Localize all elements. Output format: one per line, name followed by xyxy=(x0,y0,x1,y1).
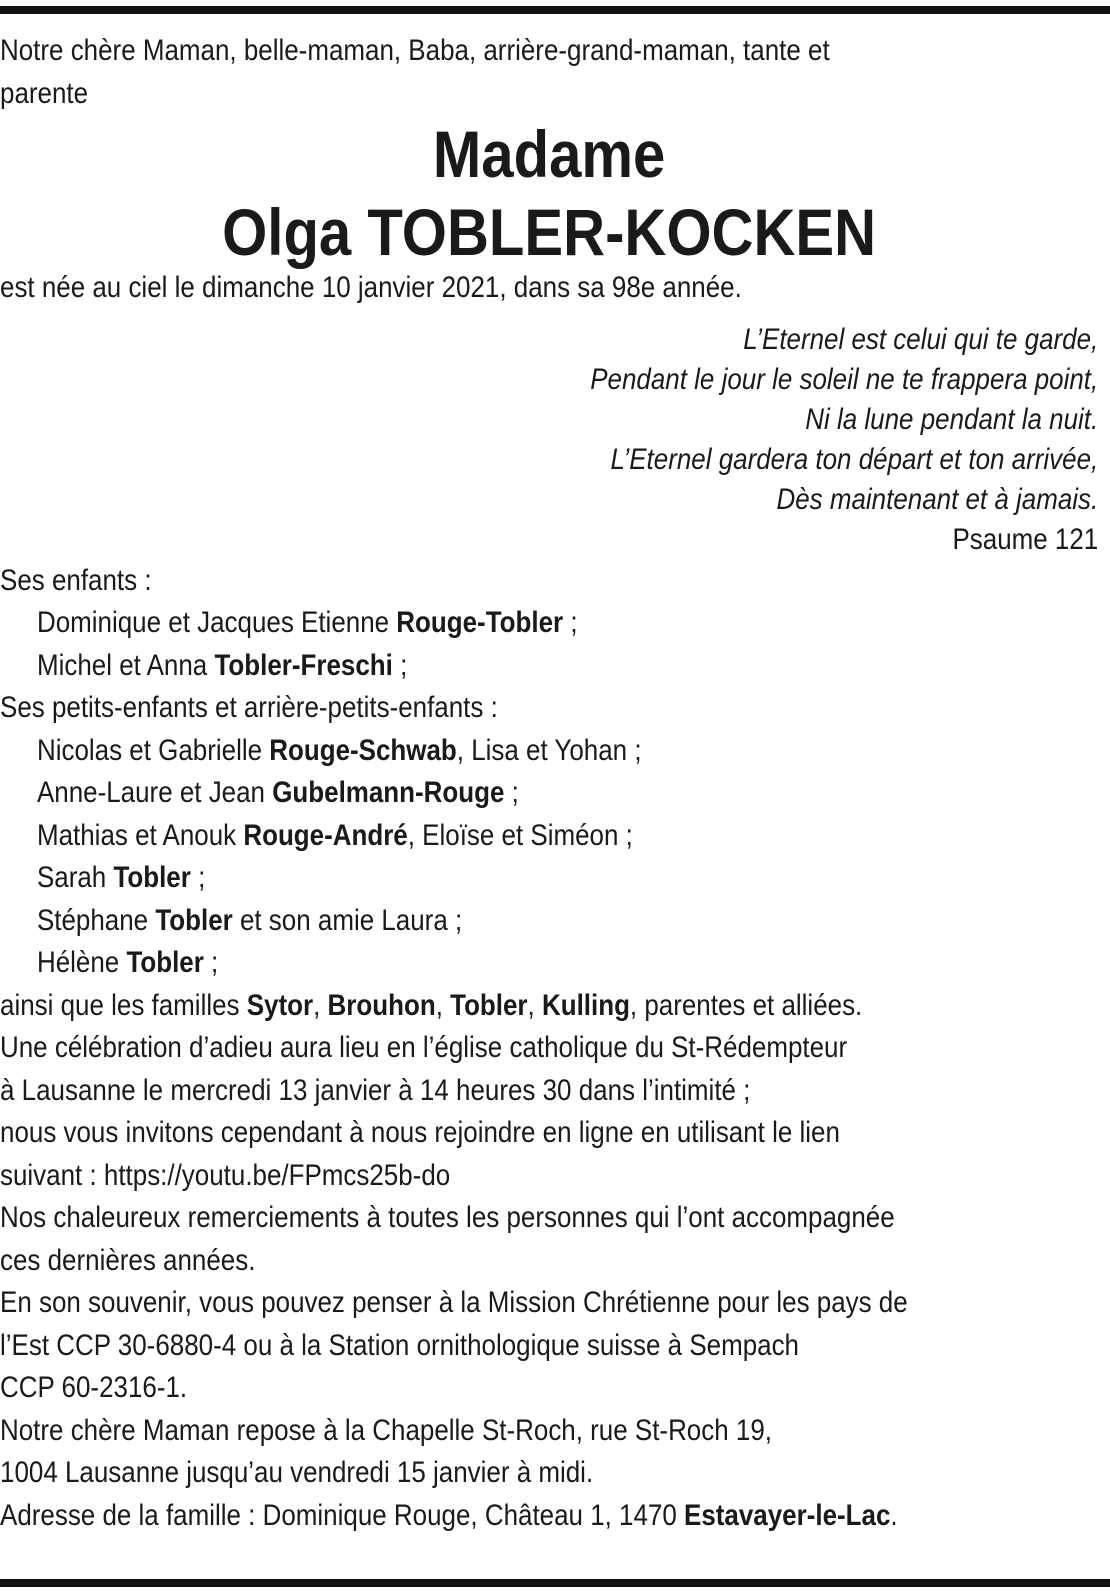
donation-text: En son souvenir, vous pouvez penser à la Mission Chrétienne pour les pays de xyxy=(0,1286,908,1319)
list-item: Anne-Laure et Jean Gubelmann-Rouge ; xyxy=(36,776,519,809)
list-item: Hélène Tobler ; xyxy=(36,946,219,979)
thanks-text: ces dernières années. xyxy=(0,1243,256,1277)
verse-source: Psaume 121 xyxy=(952,522,1099,556)
viewing-text: Notre chère Maman repose à la Chapelle St-Roch, rue St-Roch 19, xyxy=(0,1413,772,1447)
obituary-notice xyxy=(0,30,1098,1537)
list-item: Dominique et Jacques Etienne Rouge-Tobler ; xyxy=(36,606,578,639)
verse-line: Pendant le jour le soleil ne te frappera point, xyxy=(590,362,1099,396)
ceremony-text: Une célébration d’adieu aura lieu en l’église catholique du St-Rédempteur xyxy=(0,1031,848,1064)
deceased-title xyxy=(0,115,1098,271)
list-item: Mathias et Anouk Rouge-André, Eloïse et Siméon ; xyxy=(36,818,633,852)
verse-line: L’Eternel est celui qui te garde, xyxy=(743,322,1099,356)
ceremony-text: nous vous invitons cependant à nous rejoindre en ligne en utilisant le lien xyxy=(0,1116,840,1149)
ceremony-text: suivant : https://youtu.be/FPmcs25b-do xyxy=(0,1158,451,1192)
deceased-name: Olga TOBLER-KOCKEN xyxy=(222,195,877,269)
list-item: Stéphane Tobler et son amie Laura ; xyxy=(36,903,463,937)
children-heading: Ses enfants : xyxy=(0,563,152,597)
ceremony-text: à Lausanne le mercredi 13 janvier à 14 heures 30 dans l’intimité ; xyxy=(0,1073,751,1107)
verse-line: Ni la lune pendant la nuit. xyxy=(805,402,1099,436)
viewing-text: 1004 Lausanne jusqu’au vendredi 15 janvier à midi. xyxy=(0,1456,594,1489)
thanks-text: Nos chaleureux remerciements à toutes les personnes qui l’ont accompagnée xyxy=(0,1201,895,1234)
intro-line-1: Notre chère Maman, belle-maman, Baba, arrière-grand-maman, tante et xyxy=(0,34,830,67)
top-rule xyxy=(0,6,1110,14)
list-item: Sarah Tobler ; xyxy=(36,861,206,894)
families-line: ainsi que les familles Sytor, Brouhon, Tobler, Kulling, parentes et alliées. xyxy=(0,988,863,1022)
grandchildren-heading: Ses petits-enfants et arrière-petits-enfants : xyxy=(0,691,498,724)
intro-line-2: parente xyxy=(0,76,89,110)
title-honorific: Madame xyxy=(432,117,666,191)
donation-text: l’Est CCP 30-6880-4 ou à la Station ornithologique suisse à Sempach xyxy=(0,1328,799,1362)
list-item: Michel et Anna Tobler-Freschi ; xyxy=(36,648,408,682)
bottom-rule xyxy=(0,1579,1110,1587)
family-address: Adresse de la famille : Dominique Rouge, Château 1, 1470 Estavayer-le-Lac. xyxy=(0,1498,898,1532)
list-item: Nicolas et Gabrielle Rouge-Schwab, Lisa et Yohan ; xyxy=(36,733,642,767)
verse-line: L’Eternel gardera ton départ et ton arrivée, xyxy=(610,442,1099,476)
psalm-verse xyxy=(0,320,1098,560)
donation-text: CCP 60-2316-1. xyxy=(0,1371,188,1404)
death-announcement: est née au ciel le dimanche 10 janvier 2021, dans sa 98e année. xyxy=(0,271,742,304)
verse-line: Dès maintenant et à jamais. xyxy=(776,482,1099,516)
